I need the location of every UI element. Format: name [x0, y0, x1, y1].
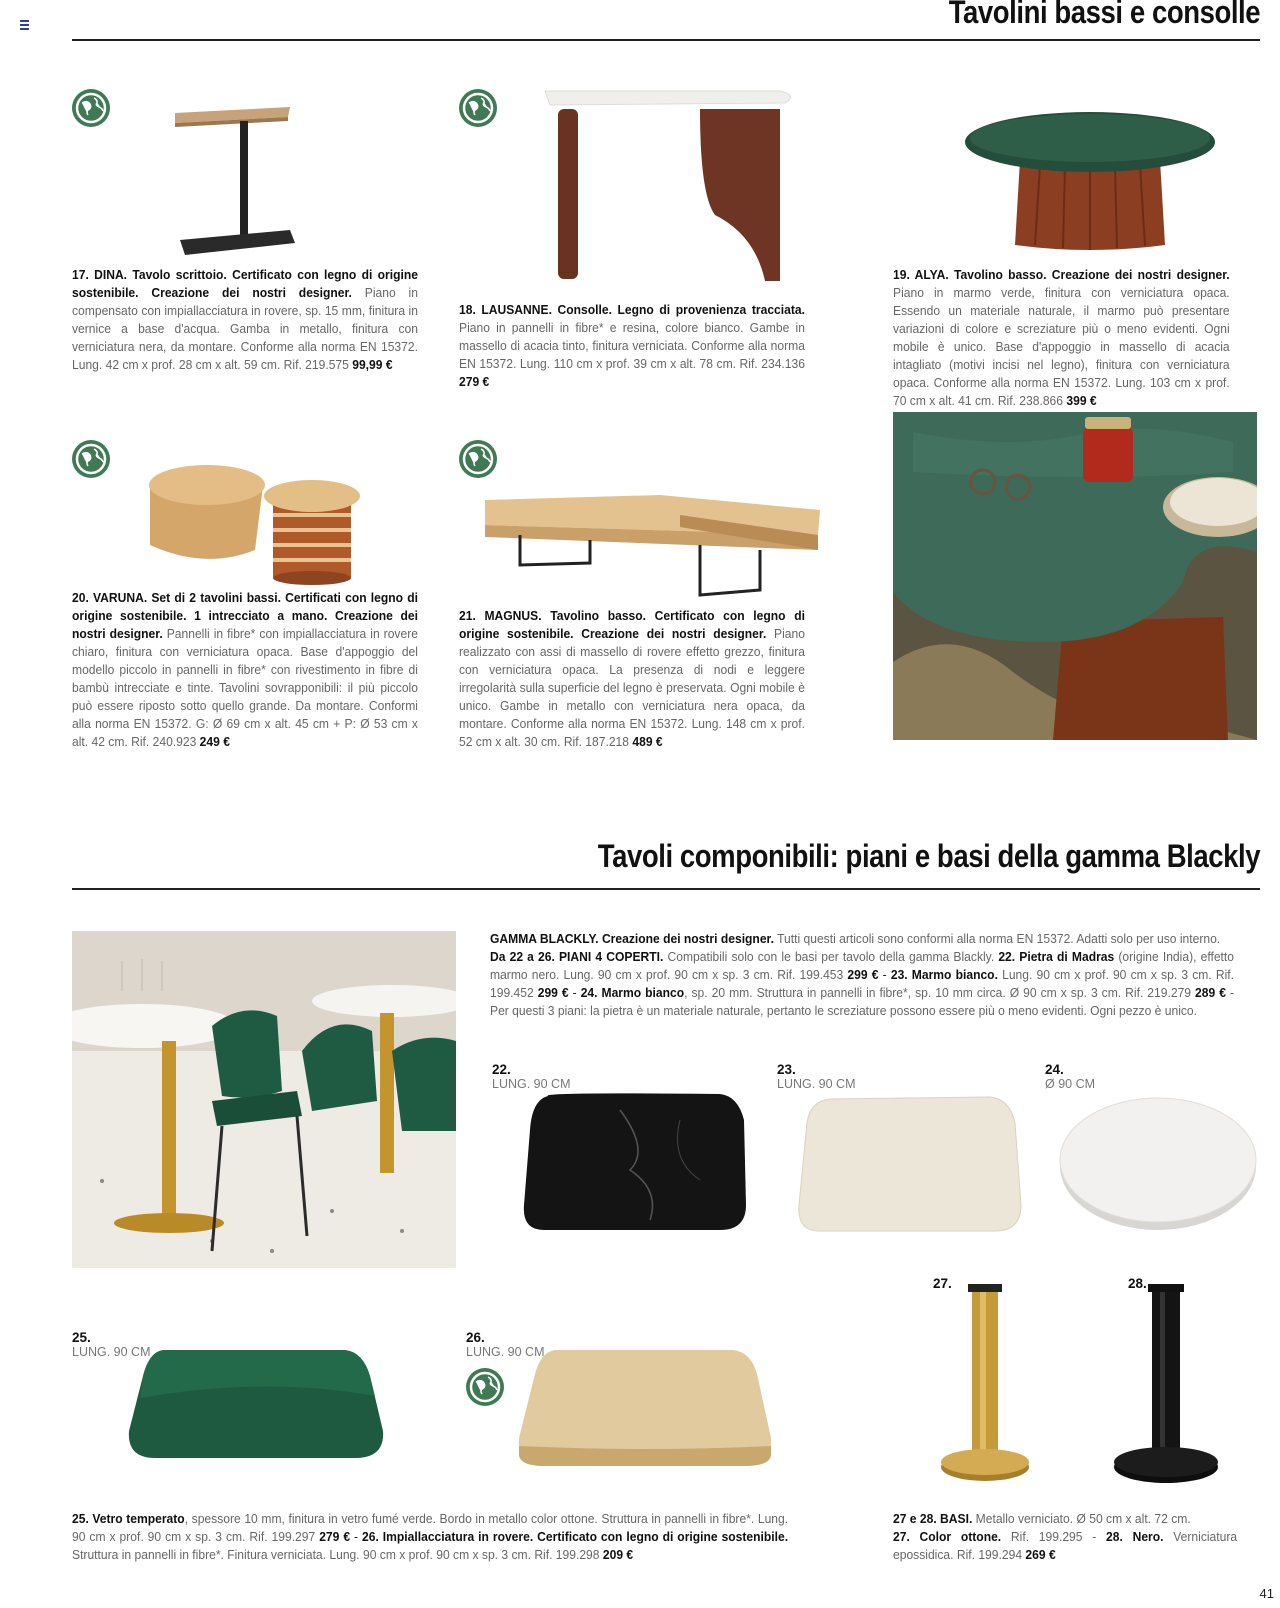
- page-title: Tavolini bassi e consolle: [948, 0, 1260, 30]
- product-19-text: 19. ALYA. Tavolino basso. Creazione dei nostri designer. Piano in marmo verde, finitura con verniciatura opaca. Essendo un materiale naturale, il marmo può presentare variazioni di colore e screziature più o meno evidenti. Ogni mobile è unico. Base d'appoggio in massello di acacia intagliato (motivi incisi nel legno), finitura con verniciatura opaca. Conforme alla norma EN 15372. Lung. 103 cm x prof. 70 cm x alt. 41 cm. Rif. 238.866 399 €: [893, 267, 1230, 408]
- section-title: Tavoli componibili: piani e basi della gamma Blackly: [597, 838, 1260, 874]
- tile-26-label: 26. LUNG. 90 CM: [466, 1330, 545, 1359]
- product-17-text: 17. DINA. Tavolo scrittoio. Certificato con legno di origine sostenibile. Creazione dei nostri designer. Piano in compensato con impiallacciatura in rovere, sp. 15 mm, finitura in vernice a base d'acqua. Gamba in metallo, finitura con verniciatura nera, da montare. Conforme alla norma EN 15372. Lung. 42 cm x prof. 28 cm x alt. 59 cm. Rif. 219.575 99,99 €: [72, 267, 418, 372]
- title-rule: [72, 39, 1260, 41]
- globe-eco-icon: [72, 440, 110, 478]
- bottom-basi-text: 27 e 28. BASI. Metallo verniciato. Ø 50 cm x alt. 72 cm. 27. Color ottone. Rif. 199.295 - 28. Nero. Verniciatura epossidica. Rif. 199.294 269 €: [893, 1511, 1238, 1562]
- lausanne-console-image: [540, 85, 800, 285]
- tabletop-24-image: [1058, 1092, 1258, 1232]
- tile-22-label: 22. LUNG. 90 CM: [492, 1062, 571, 1091]
- dina-desk-image: [160, 95, 300, 260]
- base-28-image: [1112, 1282, 1222, 1492]
- tile-24-label: 24. Ø 90 CM: [1045, 1062, 1096, 1091]
- menu-icon[interactable]: [20, 20, 29, 32]
- tabletop-25-image: [125, 1346, 385, 1461]
- globe-eco-icon: [459, 440, 497, 478]
- restaurant-photo: [72, 931, 456, 1268]
- alya-lifestyle-photo: [893, 412, 1257, 740]
- tile-28-label: 28.: [1128, 1276, 1147, 1291]
- globe-eco-icon: [72, 89, 110, 127]
- magnus-coffee-table-image: [480, 495, 825, 605]
- globe-eco-icon: [466, 1368, 504, 1406]
- blackly-intro-text: GAMMA BLACKLY. Creazione dei nostri designer. Tutti questi articoli sono conformi alla norma EN 15372. Adatti solo per uso interno. Da 22 a 26. PIANI 4 COPERTI. Compatibili solo con le basi per tavolo della gamma Blackly. 22. Pietra di Madras (origine India), effetto marmo nero. Lung. 90 cm x prof. 90 cm x sp. 3 cm. Rif. 199.453 299 € - 23. Marmo bianco. Lung. 90 cm x prof. 90 cm x sp. 3 cm. Rif. 199.452 299 € - 24. Marmo bianco, sp. 20 mm. Struttura in pannelli in fibre*, sp. 10 mm circa. Ø 90 cm x sp. 3 cm. Rif. 219.279 289 € - Per questi 3 piani: la pietra è un materiale naturale, pertanto le screziature possono essere più o meno evidenti. Ogni pezzo è unico.: [490, 931, 1234, 1018]
- tabletop-23-image: [795, 1093, 1025, 1233]
- product-20-text: 20. VARUNA. Set di 2 tavolini bassi. Certificati con legno di origine sostenibile. 1 intrecciato a mano. Creazione dei nostri designer. Pannelli in fibre* con impiallacciatura in rovere chiaro, finitura con verniciatura opaca. Base d'appoggio del modello piccolo in pannelli in fibre* con rivestimento in fibre di bambù intrecciate e tinte. Tavolini sovrapponibili: il più piccolo può essere riposto sotto quello grande. Da montare. Conformi alla norma EN 15372. G: Ø 69 cm x alt. 45 cm + P: Ø 53 cm x alt. 42 cm. Rif. 240.923 249 €: [72, 590, 418, 749]
- alya-coffee-table-image: [960, 110, 1220, 250]
- tile-25-label: 25. LUNG. 90 CM: [72, 1330, 151, 1359]
- globe-eco-icon: [459, 89, 497, 127]
- product-18-text: 18. LAUSANNE. Consolle. Legno di provenienza tracciata. Piano in pannelli in fibre* e resina, colore bianco. Gambe in massello di acacia tinto, finitura verniciata. Conforme alla norma EN 15372. Lung. 110 cm x prof. 39 cm x alt. 78 cm. Rif. 234.136 279 €: [459, 302, 805, 389]
- base-27-image: [940, 1282, 1030, 1492]
- product-21-text: 21. MAGNUS. Tavolino basso. Certificato con legno di origine sostenibile. Creazione dei nostri designer. Piano realizzato con assi di massello di rovere effetto grezzo, finitura con verniciatura opaca. La presenza di nodi e leggere irregolarità sulla superficie del legno è preservata. Ogni mobile è unico. Gambe in metallo con verniciatura nera opaca, da montare. Conforme alla norma EN 15372. Lung. 148 cm x prof. 52 cm x alt. 30 cm. Rif. 187.218 489 €: [459, 608, 805, 749]
- page-number: 41: [1259, 1586, 1274, 1601]
- bottom-25-26-text: 25. Vetro temperato, spessore 10 mm, finitura in vetro fumé verde. Bordo in metallo color ottone. Struttura in pannelli in fibre*. Lung. 90 cm x prof. 90 cm x sp. 3 cm. Rif. 199.297 279 € - 26. Impiallacciatura in rovere. Certificato con legno di origine sostenibile. Struttura in pannelli in fibre*. Finitura verniciata. Lung. 90 cm x prof. 90 cm x sp. 3 cm. Rif. 199.298 209 €: [72, 1511, 789, 1562]
- tile-23-label: 23. LUNG. 90 CM: [777, 1062, 856, 1091]
- section-rule: [72, 888, 1260, 890]
- tabletop-22-image: [520, 1090, 750, 1235]
- tile-27-label: 27.: [933, 1276, 952, 1291]
- varuna-tables-image: [145, 460, 370, 585]
- tabletop-26-image: [515, 1346, 775, 1469]
